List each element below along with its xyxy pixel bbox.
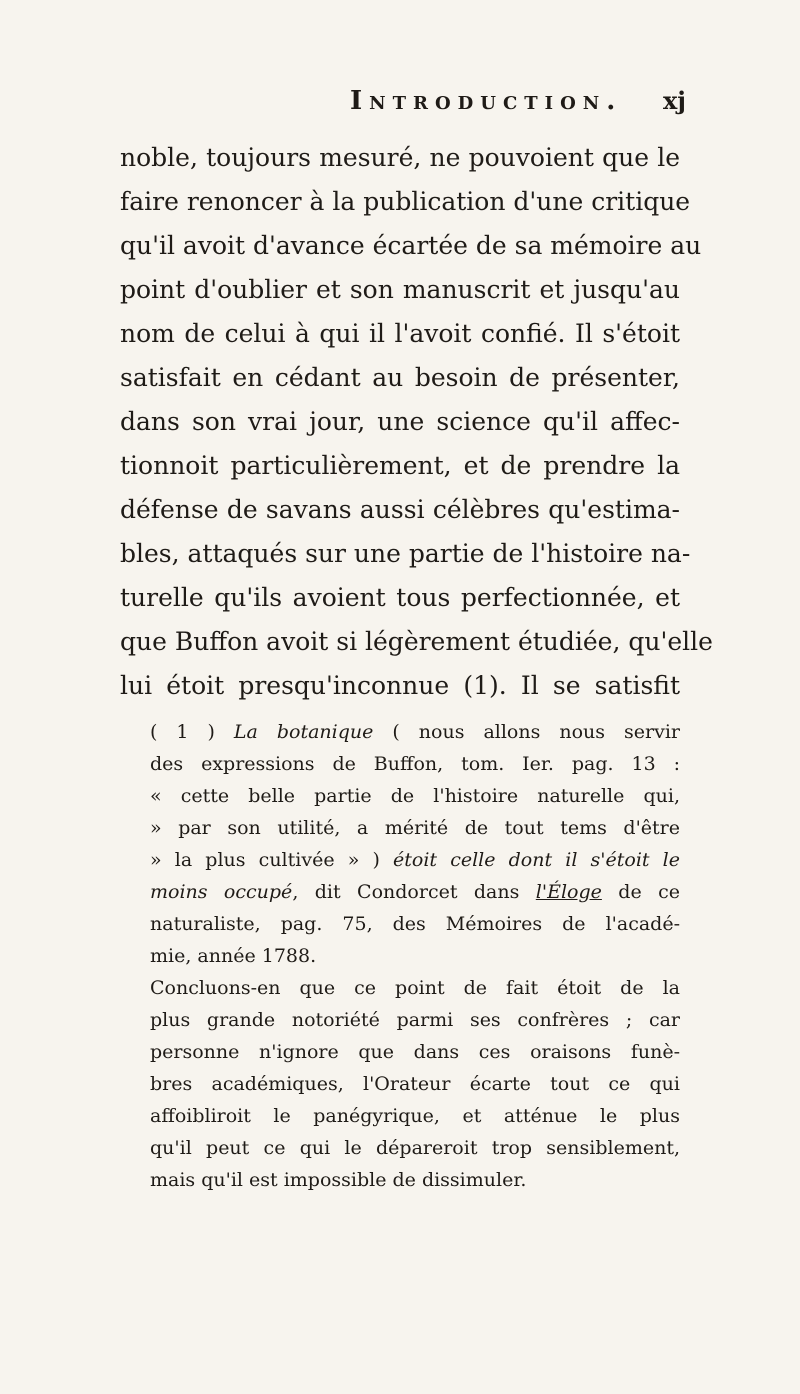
text-line: défense de savans aussi célèbres qu'estima- <box>120 495 680 524</box>
footnote-line: Concluons-en que ce point de fait étoit de la <box>150 977 680 999</box>
footnote-marker: ( 1 ) <box>150 721 234 743</box>
text-line: satisfait en cédant au besoin de présenter, <box>120 363 680 392</box>
footnote-line: mie, année 1788. <box>150 945 317 967</box>
running-title: Introduction. <box>350 86 623 116</box>
footnote-line: des expressions de Buffon, tom. Ier. pag. 13 : <box>150 753 680 775</box>
footnote-text: ( nous allons nous servir <box>373 721 680 743</box>
footnote-text: de ce <box>601 881 680 903</box>
footnote-line: bres académiques, l'Orateur écarte tout ce qui <box>150 1073 680 1095</box>
footnote-italic: La botanique <box>233 721 374 743</box>
text-line: point d'oublier et son manuscrit et jusqu'au <box>120 275 680 304</box>
text-line: faire renoncer à la publication d'une critique <box>120 187 691 216</box>
footnote-text: , dit Condorcet dans <box>292 881 536 903</box>
footnote-line: mais qu'il est impossible de dissimuler. <box>150 1169 527 1191</box>
main-text <box>120 136 713 708</box>
text-line: lui étoit presqu'inconnue (1). Il se satisfit <box>120 671 680 700</box>
footnote-line <box>120 844 680 876</box>
footnote-line: naturaliste, pag. 75, des Mémoires de l'acadé- <box>150 913 680 935</box>
footnote-line: » par son utilité, a mérité de tout tems d'être <box>150 817 680 839</box>
text-line: turelle qu'ils avoient tous perfectionnée, et <box>120 583 680 612</box>
text-line: noble, toujours mesuré, ne pouvoient que le <box>120 143 680 172</box>
footnote-italic: moins occupé <box>150 881 293 903</box>
footnote-text: » la plus cultivée » ) <box>150 849 394 871</box>
footnote-line: « cette belle partie de l'histoire naturelle qui, <box>150 785 680 807</box>
footnote <box>120 716 680 1196</box>
footnote-line <box>120 876 680 908</box>
footnote-line: qu'il peut ce qui le dépareroit trop sensiblement, <box>150 1137 680 1159</box>
text-line: bles, attaqués sur une partie de l'histoire na- <box>120 539 691 568</box>
footnote-line: personne n'ignore que dans ces oraisons funè- <box>150 1041 680 1063</box>
text-line: tionnoit particulièrement, et de prendre la <box>120 451 680 480</box>
text-line: dans son vrai jour, une science qu'il affec- <box>120 407 680 436</box>
footnote-line <box>120 716 680 748</box>
text-line: que Buffon avoit si légèrement étudiée, qu'elle <box>120 627 713 656</box>
page-number: xj <box>663 86 686 115</box>
running-header <box>120 86 686 132</box>
footnote-italic-underlined: l'Éloge <box>535 881 602 903</box>
footnote-line: plus grande notoriété parmi ses confrères ; car <box>150 1009 680 1031</box>
text-line: nom de celui à qui il l'avoit confié. Il s'étoit <box>120 319 680 348</box>
footnote-line: affoibliroit le panégyrique, et atténue le plus <box>150 1105 680 1127</box>
text-line: qu'il avoit d'avance écartée de sa mémoire au <box>120 231 702 260</box>
footnote-italic: étoit celle dont il s'étoit le <box>393 849 680 871</box>
